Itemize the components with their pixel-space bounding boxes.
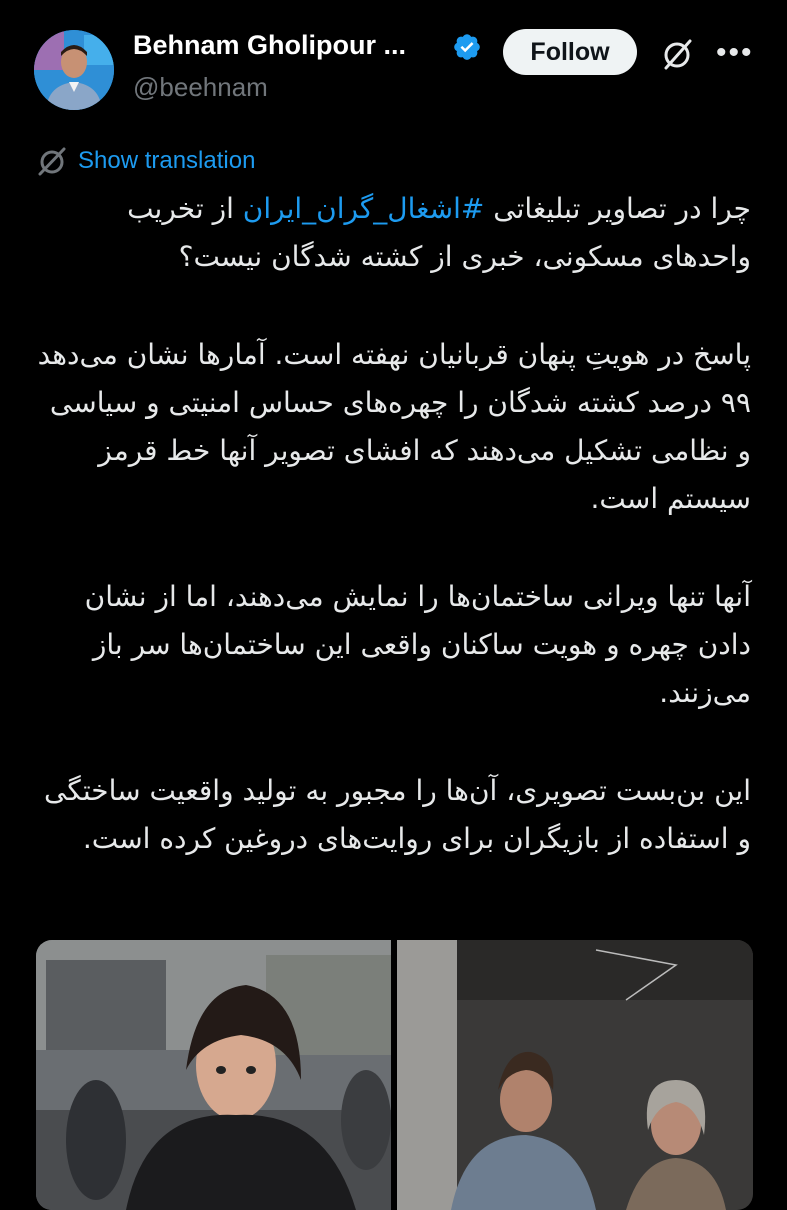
- tweet-paragraph-4: این بن‌بست تصویری، آن‌ها را مجبور به تولید واقعیت ساختگی و استفاده از بازیگران برای روایت‌های دروغین کرده است.: [44, 774, 751, 855]
- tweet-paragraph-2: پاسخ در هویتِ پنهان قربانیان نهفته است. آمارها نشان می‌دهد ۹۹ درصد کشته شدگان را چهره‌های حساس امنیتی و سیاسی و نظامی تشکیل می‌دهند که افشای تصویر آنها خط قرمز سیستم است.: [37, 338, 751, 515]
- show-translation-label: Show translation: [78, 147, 256, 174]
- translate-icon: [36, 145, 68, 177]
- tweet-p1-before: چرا در تصاویر تبلیغاتی: [484, 192, 751, 225]
- avatar-photo-icon: [34, 30, 114, 110]
- author-avatar[interactable]: [34, 30, 114, 110]
- tweet-paragraph-1: [36, 185, 751, 281]
- follow-button[interactable]: Follow: [503, 29, 637, 75]
- author-name[interactable]: Behnam Gholipour ...: [133, 30, 407, 60]
- verified-badge-icon: [452, 32, 482, 62]
- author-handle[interactable]: @beehnam: [133, 72, 268, 102]
- grok-icon[interactable]: [660, 36, 696, 72]
- tweet-header: [0, 0, 787, 120]
- hashtag-link[interactable]: #اشغال_گران_ایران: [242, 192, 485, 225]
- show-translation-link[interactable]: [36, 143, 255, 179]
- more-icon[interactable]: •••: [716, 36, 754, 69]
- media-photo-collage-icon: [36, 940, 753, 1210]
- tweet-media[interactable]: [36, 940, 753, 1210]
- tweet-text: [36, 185, 751, 913]
- tweet-paragraph-3: آنها تنها ویرانی ساختمان‌ها را نمایش می‌دهند، اما از نشان دادن چهره و هویت ساکنان واقعی این ساختمان‌ها سر باز می‌زنند.: [84, 580, 751, 709]
- tweet-p1-after: از تخریب واحدهای مسکونی، خبری از کشته شدگان نیست؟: [127, 192, 751, 273]
